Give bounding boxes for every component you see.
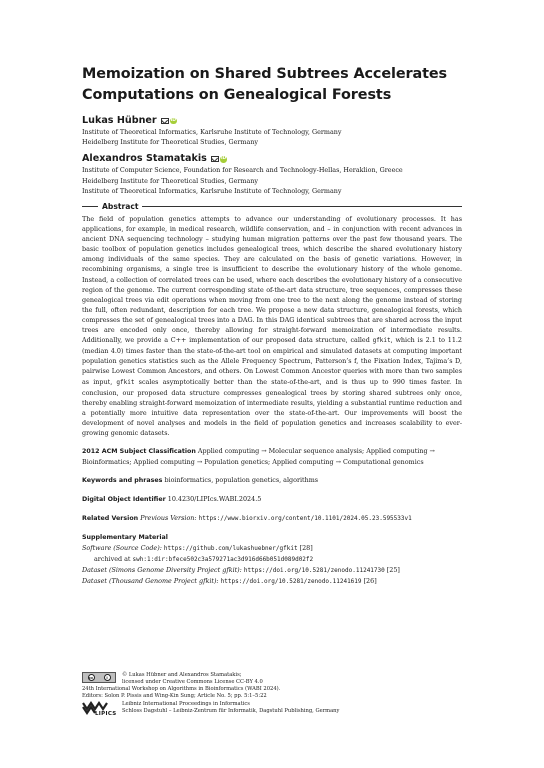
paper-title (82, 64, 462, 106)
editors-line: Editors: Solon P. Pissis and Wing-Kin Sung; Article No. 5; pp. 5:1–5:22 (82, 693, 267, 699)
code-gfkit: gfkit (372, 337, 391, 345)
doi (82, 494, 462, 505)
series-line: Leibniz International Proceedings in Informatics (122, 701, 250, 707)
by-icon: i (104, 674, 111, 681)
related-italic: Previous Version: (140, 514, 197, 523)
related-version (82, 513, 462, 524)
supp-software (82, 543, 462, 554)
acm-label: 2012 ACM Subject Classification (82, 448, 196, 456)
author-name (82, 153, 462, 165)
orcid-icon[interactable]: iD (220, 156, 227, 162)
software-url-link[interactable]: https://github.com/lukashuebner/gfkit (163, 544, 298, 552)
dataset-url-link[interactable]: https://doi.org/10.5281/zenodo.11241619 (220, 577, 362, 585)
keywords-text: bioinformatics, population genetics, algorithms (164, 476, 319, 485)
page-footer (82, 672, 472, 719)
affiliation: Heidelberg Institute for Theoretical Studies, Germany (82, 176, 259, 185)
mail-icon[interactable] (161, 118, 169, 124)
lipics-logo-text: LIPICS (95, 711, 117, 717)
paper-title-line-1: Memoization on Shared Subtrees Accelerates (82, 66, 448, 82)
acm-text: Applied computing → Molecular sequence analysis; Applied computing → Bioinformatics; Applied computing → Population genetics; Applied computing → Computational genomics (82, 447, 435, 467)
citation-ref[interactable]: [26] (361, 576, 377, 585)
affiliation: Institute of Theoretical Informatics, Karlsruhe Institute of Technology, Germany (82, 128, 342, 136)
author-block-2 (82, 153, 462, 196)
code-gfkit: gfkit (116, 378, 135, 386)
keywords (82, 475, 462, 486)
doi-label: Digital Object Identifier (82, 496, 166, 504)
citation-ref[interactable]: [28] (297, 543, 313, 552)
lipics-logo (82, 701, 116, 719)
license-text (122, 672, 263, 686)
affiliation: Heidelberg Institute for Theoretical Studies, Germany (82, 138, 259, 147)
abstract-heading (82, 202, 462, 211)
supp-archived (82, 554, 462, 565)
supp-label: Dataset (Simons Genome Diversity Project gfkit): (82, 565, 242, 574)
supp-label: Dataset (Thousand Genome Project gfkit): (82, 576, 219, 585)
mail-icon[interactable] (211, 156, 219, 162)
keywords-label: Keywords and phrases (82, 477, 163, 485)
paper-first-page (82, 64, 462, 587)
copyright-line: © Lukas Hübner and Alexandros Stamatakis; (122, 672, 242, 678)
divider (82, 206, 98, 207)
supplementary-heading: Supplementary Material (82, 533, 168, 541)
supp-dataset-1 (82, 565, 462, 576)
orcid-icon[interactable]: iD (170, 118, 177, 123)
abstract-part: The field of population genetics attempts to advance our understanding of evolutionary processes. It has applications, for example, in medical research, wildlife conservation, and – in conjunction with recent advances in ancient DNA sequencing technology – studying human migration patterns over the past few thousand years. The basic toolbox of population genetics includes genealogical trees, which describe the shared evolutionary history among individuals of the same species. They are calculated on the basis of genetic variations. However, in recombining organisms, a single tree is insufficient to describe the evolutionary history of the whole genome. Instead, a collection of correlated trees can be used, where each describes the evolutionary history of a consecutive region of the genome. The current corresponding state of-the-art data structure, tree sequences, compresses these genealogical trees via edit operations when moving from one tree to the next along the genome instead of storing the full, often redundant, description for each tree. We propose a new data structure, genealogical forests, which compresses the set of genealogical trees into a DAG. In this DAG identical subtrees that are shared across the input trees are encoded only once, thereby allowing for straight-forward memoization of intermediate results. Additionally, we provide a C++ implementation of our proposed data structure, called (82, 215, 462, 345)
supp-label: Software (Source Code): (82, 543, 162, 552)
affiliation: Institute of Computer Science, Foundation for Research and Technology-Hellas, Heraklion, Greece (82, 166, 403, 175)
swh-link[interactable]: swh:1:dir:bfece502c3a579271ac3d916d66b051d089d02f2 (132, 555, 314, 563)
license-line: licensed under Creative Commons License CC-BY 4.0 (122, 679, 263, 685)
abstract-heading-text: Abstract (102, 202, 139, 212)
cc-icon: cc (88, 675, 94, 680)
lipics-row (82, 701, 472, 719)
affiliation: Institute of Theoretical Informatics, Karlsruhe Institute of Technology, Germany (82, 186, 342, 195)
paper-title-line-2: Computations on Genealogical Forests (82, 87, 392, 103)
publisher-line: Schloss Dagstuhl – Leibniz-Zentrum für Informatik, Dagstuhl Publishing, Germany (122, 708, 340, 714)
cc-by-logo (82, 672, 116, 683)
author-name (82, 115, 462, 127)
series-text (122, 701, 339, 715)
workshop-line: 24th International Workshop on Algorithms in Bioinformatics (WABI 2024). (82, 686, 281, 692)
supp-dataset-2 (82, 576, 462, 587)
author-name-text: Alexandros Stamatakis (82, 153, 207, 165)
related-url-link[interactable]: https://www.biorxiv.org/content/10.1101/2024.05.23.595533v1 (198, 515, 412, 523)
doi-link[interactable]: 10.4230/LIPIcs.WABI.2024.5 (167, 495, 262, 504)
acm-classification (82, 446, 462, 467)
author-block-1 (82, 115, 462, 147)
dataset-url-link[interactable]: https://doi.org/10.5281/zenodo.11241730 (243, 566, 385, 574)
archived-prefix: archived at (94, 554, 133, 563)
related-label: Related Version (82, 515, 139, 523)
author-name-text: Lukas Hübner (82, 115, 157, 126)
abstract-body (82, 214, 462, 438)
abstract-part: scales asymptotically better than the state-of-the-art, and is thus up to 990 times faster. In conclusion, our proposed data structure compresses genealogical trees by storing shared subtrees only once, thereby enabling straight-forward memoization of intermediate results, yielding a substantial runtime reduction and a potentially more intuitive data representation over the state-of-the-art. Our improvements will boost the development of novel analyses and models in the field of population genetics and increases scalability to ever-growing genomic datasets. (82, 377, 462, 437)
citation-ref[interactable]: [25] (384, 565, 400, 574)
license-row (82, 672, 472, 686)
divider (142, 206, 462, 207)
abstract-part: , which is 2.1 to 11.2 (median 4.0) times faster than the state-of-the-art tool on empirical and simulated datasets at computing important population genetics statistics such as the Allele Frequency Spectrum, Patterson’s f, the Fixation Index, Tajima’s D, pairwise Lowest Common Ancestors, and others. On Lowest Common Ancestor queries with more than two samples as input, (82, 336, 462, 386)
